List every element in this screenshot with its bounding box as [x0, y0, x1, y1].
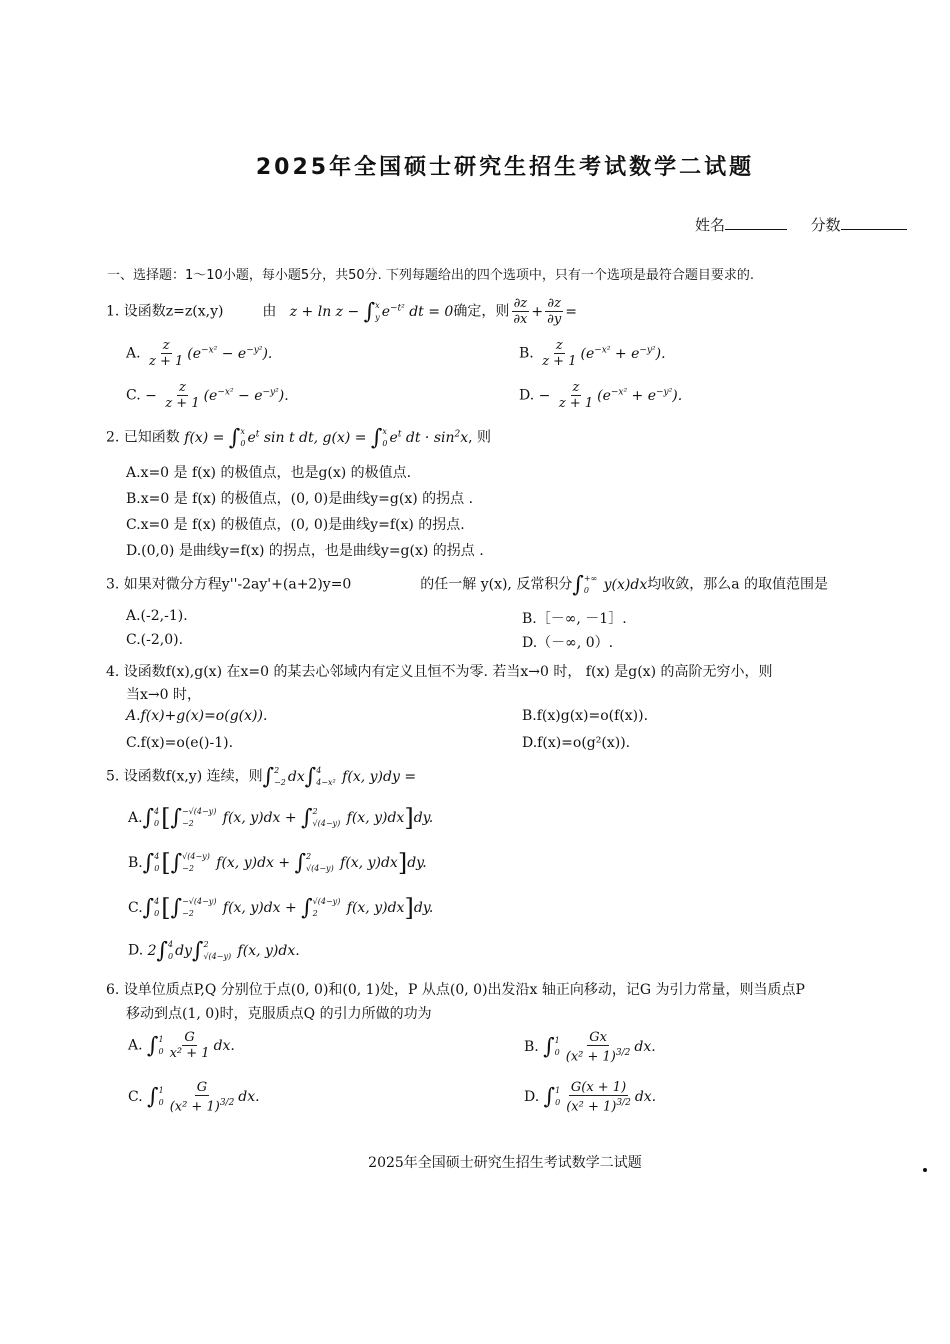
- q2-option-d: D.(0,0) 是曲线y=f(x) 的拐点，也是曲线y=g(x) 的拐点 .: [126, 543, 484, 559]
- question-1-stem: [106, 296, 577, 327]
- question-3-stem: [106, 572, 828, 597]
- q1-expression: $\frac{\partial z}{\partial x}$ + $\frac{\partial z}{\partial y}$ =: [513, 296, 577, 327]
- q3-stem-a: 3. 如果对微分方程y''-2ay'+(a+2)y=0: [106, 576, 352, 593]
- q4-option-b: B.f(x)g(x)=o(f(x)).: [522, 708, 649, 724]
- q6-option-c: C. ∫ 1 0 $\frac{G}{(x^2 + 1)^{3/2}}$ dx.: [128, 1080, 260, 1115]
- q5-option-a: A.∫ 4 0 [∫ −√(4−y) −2 f(x, y)dx + ∫ 2 √(4−y) f(x, y)dx]dy.: [128, 804, 434, 832]
- q5-stem-a: 5. 设函数f(x,y) 连续，则: [106, 768, 263, 785]
- q3-option-c: C.(-2,0).: [126, 632, 184, 648]
- q5-option-d: D. 2∫ 4 0 dy∫ 2 √(4−y) f(x, y)dx.: [128, 938, 300, 963]
- q3-option-d: D.（－∞, 0）.: [522, 635, 614, 651]
- margin-dot: [923, 1168, 927, 1172]
- score-blank: [841, 215, 907, 230]
- q3-integral: ∫ +∞ 0 y(x)dx: [572, 572, 648, 597]
- q2-stem-end: , 则: [468, 429, 492, 446]
- q6-option-d: D. ∫ 1 0 $\frac{G(x + 1)}{(x^2 + 1)^{3/2}}$ dx.: [524, 1080, 657, 1115]
- q3-option-a: A.(-2,-1).: [126, 608, 188, 624]
- q4-option-a: A.f(x)+g(x)=o(g(x)).: [126, 708, 268, 724]
- question-6-stem-a: 6. 设单位质点P,Q 分别位于点(0, 0)和(0, 1)处，P 从点(0, 0)出发沿x 轴正向移动，记G 为引力常量，则当质点P: [106, 982, 805, 998]
- q4-option-d: D.f(x)=o(g²(x)).: [522, 735, 631, 751]
- question-6-stem-b: 移动到点(1, 0)时，克服质点Q 的引力所做的功为: [126, 1006, 432, 1022]
- section-heading: 一、选择题：1～10小题，每小题5分，共50分. 下列每题给出的四个选项中，只有一个选项是最符合题目要求的.: [107, 268, 755, 283]
- question-4-stem-a: 4. 设函数f(x),g(x) 在x=0 的某去心邻域内有定义且恒不为零. 若当x→0 时， f(x) 是g(x) 的高阶无穷小，则: [106, 664, 773, 680]
- name-score-line: [695, 214, 907, 235]
- q1-option-b: B. $\frac{z}{z + 1}$ $(e^{-x^2} + e^{-y^2})$.: [519, 338, 666, 369]
- q1-option-c: C. − $\frac{z}{z + 1}$ $(e^{-x^2} - e^{-y^2})$.: [126, 380, 289, 411]
- q1-equation: z + ln z − ∫ x y $e^{-t^2}$ dt = 0: [280, 299, 454, 324]
- q4-option-c: C.f(x)=o(e()-1).: [126, 735, 234, 751]
- q1-option-a: A. $\frac{z}{z + 1}$ $(e^{-x^2} - e^{-y^2})$.: [126, 338, 273, 369]
- question-4-stem-b: 当x→0 时，: [126, 687, 201, 703]
- name-blank: [725, 215, 787, 230]
- q2-option-c: C.x=0 是 f(x) 的极值点，(0, 0)是曲线y=f(x) 的拐点.: [126, 517, 465, 533]
- question-2-stem: [106, 425, 491, 450]
- q3-option-b: B.［－∞, －1］.: [522, 611, 627, 627]
- q5-integral: ∫ 2 −2 dx∫ 4 4−x² f(x, y)dy =: [262, 764, 417, 789]
- q1-stem-a: 1. 设函数z=z(x,y): [106, 303, 224, 320]
- q1-stem-b: 由: [262, 303, 277, 320]
- score-label: 分数: [810, 216, 841, 234]
- q5-option-b: B.∫ 4 0 [∫ √(4−y) −2 f(x, y)dx + ∫ 2 √(4−y) f(x, y)dx]dy.: [128, 849, 427, 877]
- q3-stem-c: 均收敛，那么a 的取值范围是: [647, 576, 829, 593]
- q2-option-b: B.x=0 是 f(x) 的极值点，(0, 0)是曲线y=g(x) 的拐点 .: [126, 491, 474, 507]
- page-footer: 2025年全国硕士研究生招生考试数学二试题: [368, 1155, 642, 1171]
- q1-option-d: D. − $\frac{z}{z + 1}$ $(e^{-x^2} + e^{-y^2})$.: [519, 380, 683, 411]
- q2-functions: f(x) = ∫ x 0 $e^t$ sin t dt, g(x) = ∫ x 0 $e^t$ dt · $\sin^2x$: [184, 425, 469, 450]
- name-label: 姓名: [695, 216, 726, 234]
- q6-option-b: B. ∫ 1 0 $\frac{Gx}{(x^2 + 1)^{3/2}}$ dx.: [524, 1030, 656, 1065]
- q5-option-c: C.∫ 4 0 [∫ −√(4−y) −2 f(x, y)dx + ∫ √(4−y) 2 f(x, y)dx]dy.: [128, 894, 434, 922]
- q3-stem-b: 的任一解 y(x), 反常积分: [420, 576, 573, 593]
- q2-option-a: A.x=0 是 f(x) 的极值点，也是g(x) 的极值点.: [126, 465, 412, 481]
- question-5-stem: [106, 764, 416, 789]
- page-title: 2025年全国硕士研究生招生考试数学二试题: [255, 155, 755, 180]
- q6-option-a: A. ∫ 1 0 $\frac{G}{\text{x² + 1}}$ dx.: [128, 1030, 235, 1061]
- q2-stem: 2. 已知函数: [106, 429, 180, 446]
- q1-stem-c: 确定，则: [453, 303, 510, 320]
